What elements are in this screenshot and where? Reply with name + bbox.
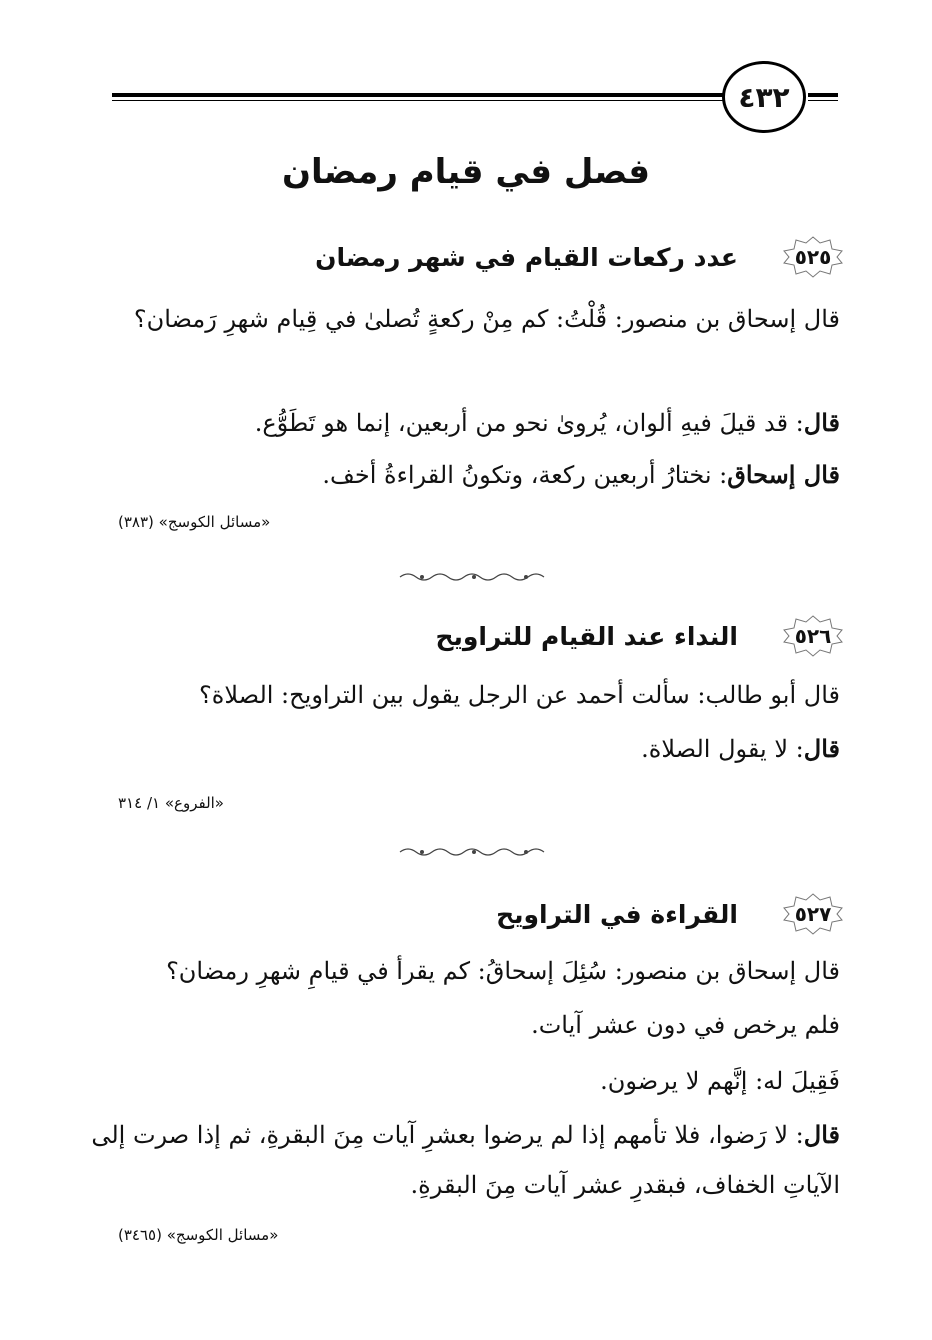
- section-header: [84, 614, 844, 658]
- question-paragraph: قال إسحاق بن منصور: سُئِلَ إسحاقُ: كم يقرأ في قيامِ شهرِ رمضان؟: [166, 957, 840, 985]
- question-paragraph: قال إسحاق بن منصور: قُلْتُ: كم مِنْ ركعةٍ تُصلىٰ في قِيام شهرِ رَمضان؟: [133, 305, 840, 333]
- answer-text: : لا رَضوا، فلا تأمهم إذا لم يرضوا بعشرِ آيات مِنَ البقرةِ، ثم إذا صرت إلى الآياتِ الخفاف، فبقدرِ عشر آيات مِنَ البقرةِ.: [91, 1121, 840, 1199]
- section-title: القراءة في التراويح: [496, 899, 738, 929]
- answer-line: [90, 724, 840, 774]
- page-number-badge: [722, 61, 806, 133]
- section-title: عدد ركعات القيام في شهر رمضان: [315, 242, 738, 272]
- source-citation: «مسائل الكوسج» (٣٤٦٥): [118, 1226, 279, 1244]
- section-number: ٥٢٦: [794, 624, 832, 648]
- text-line: فلم يرخص في دون عشر آيات.: [531, 1011, 840, 1039]
- header-rule-thin: [112, 100, 724, 101]
- section-number-badge: [782, 892, 844, 936]
- speaker-label: قال: [803, 734, 840, 763]
- answer-line: [90, 450, 840, 500]
- question-paragraph: قال أبو طالب: سألت أحمد عن الرجل يقول بين التراويح: الصلاة؟: [199, 681, 840, 709]
- source-citation: «الفروع» ١/ ٣١٤: [118, 794, 224, 812]
- speaker-label: قال: [803, 408, 840, 437]
- answer-text: : لا يقول الصلاة.: [641, 735, 804, 763]
- section-number-badge: [782, 235, 844, 279]
- ornament-divider: [396, 571, 552, 583]
- section-header: [84, 235, 844, 279]
- section-number: ٥٢٥: [794, 245, 832, 269]
- ornament-divider: [396, 846, 552, 858]
- chapter-title: فصل في قيام رمضان: [281, 152, 651, 192]
- speaker-label: قال إسحاق: [727, 460, 840, 489]
- header-rule-thick: [112, 93, 724, 97]
- page-number: ٤٣٢: [738, 80, 790, 114]
- answer-text: : نختارُ أربعين ركعة، وتكونُ القراءةُ أخف.: [322, 461, 728, 489]
- section-number-badge: [782, 614, 844, 658]
- text-line: فَقِيلَ له: إنَّهم لا يرضون.: [600, 1067, 840, 1095]
- source-citation: «مسائل الكوسج» (٣٨٣): [118, 513, 271, 531]
- section-number: ٥٢٧: [794, 902, 832, 926]
- answer-line: [90, 398, 840, 448]
- answer-line: [90, 1110, 840, 1210]
- section-title: النداء عند القيام للتراويح: [435, 621, 738, 651]
- speaker-label: قال: [803, 1120, 840, 1149]
- answer-text: : قد قيلَ فيهِ ألوان، يُروىٰ نحو من أربعين، إنما هو تَطَوُّع.: [254, 409, 804, 437]
- header-rule-right: [808, 93, 838, 97]
- section-header: [84, 892, 844, 936]
- header-rule-right-thin: [808, 100, 838, 101]
